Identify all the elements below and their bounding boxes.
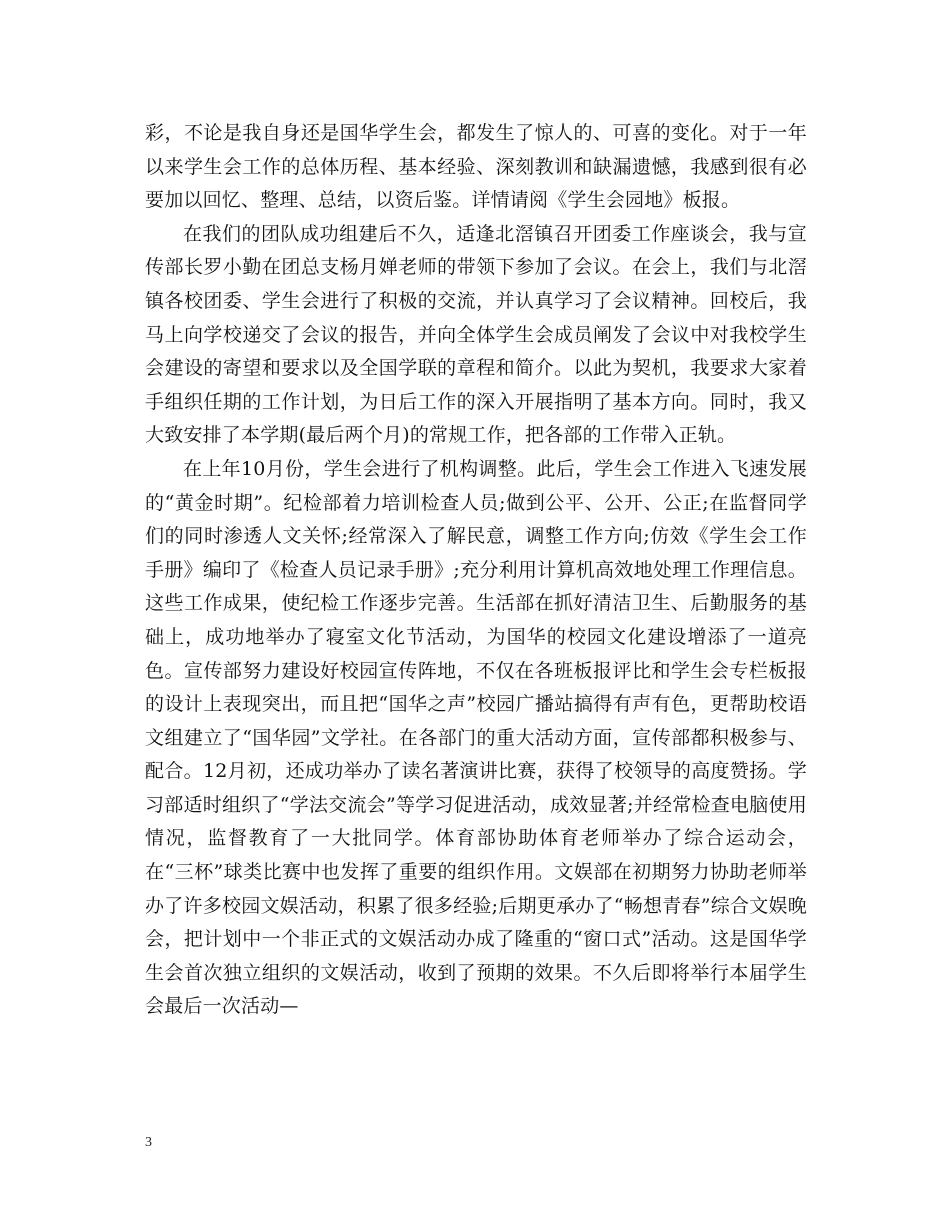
paragraph-1: 彩，不论是我自身还是国华学生会，都发生了惊人的、可喜的变化。对于一年以来学生会工作的总体历程、基本经验、深刻教训和缺漏遗憾，我感到很有必要加以回忆、整理、总结，以资后鉴。详情请阅《学生会园地》板报。 bbox=[145, 122, 807, 212]
page-number: 3 bbox=[145, 1135, 152, 1150]
paragraph-2: 在我们的团队成功组建后不久，适逢北滘镇召开团委工作座谈会，我与宣传部长罗小勤在团总支杨月婵老师的带领下参加了会议。在会上，我们与北滘镇各校团委、学生会进行了积极的交流，并认真学习了会议精神。回校后，我马上向学校递交了会议的报告，并向全体学生会成员阐发了会议中对我校学生会建设的寄望和要求以及全国学联的章程和简介。以此为契机，我要求大家着手组织任期的工作计划，为日后工作的深入开展指明了基本方向。同时，我又大致安排了本学期(最后两个月)的常规工作，把各部的工作带入正轨。 bbox=[145, 222, 807, 447]
document-body bbox=[145, 117, 807, 1024]
paragraph-3: 在上年10月份，学生会进行了机构调整。此后，学生会工作进入飞速发展的“黄金时期”。纪检部着力培训检查人员;做到公平、公开、公正;在监督同学们的同时渗透人文关怀;经常深入了解民意，调整工作方向;仿效《学生会工作手册》编印了《检查人员记录手册》;充分利用计算机高效地处理工作理信息。这些工作成果，使纪检工作逐步完善。生活部在抓好清洁卫生、后勤服务的基础上，成功地举办了寝室文化节活动，为国华的校园文化建设增添了一道亮色。宣传部努力建设好校园宣传阵地，不仅在各班板报评比和学生会专栏板报的设计上表现突出，而且把“国华之声”校园广播站搞得有声有色，更帮助校语文组建立了“国华园”文学社。在各部门的重大活动方面，宣传部都积极参与、配合。12月初，还成功举办了读名著演讲比赛，获得了校领导的高度赞扬。学习部适时组织了“学法交流会”等学习促进活动，成效显著;并经常检查电脑使用情况，监督教育了一大批同学。体育部协助体育老师举办了综合运动会，在“三杯”球类比赛中也发挥了重要的组织作用。文娱部在初期努力协助老师举办了许多校园文娱活动，积累了很多经验;后期更承办了“畅想青春”综合文娱晚会，把计划中一个非正式的文娱活动办成了隆重的“窗口式”活动。这是国华学生会首次独立组织的文娱活动，收到了预期的效果。不久后即将举行本届学生会最后一次活动— bbox=[145, 457, 807, 1018]
